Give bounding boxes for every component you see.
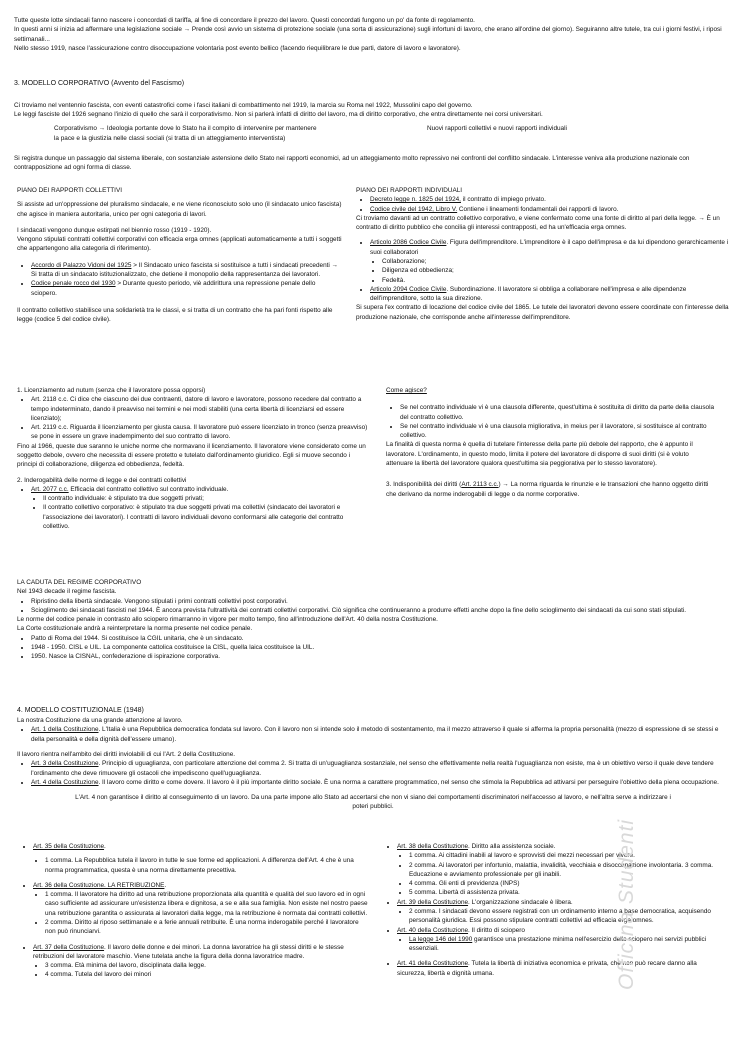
list-item: • Se nel contratto individuale vi è una clausola differente, quest'ultima è sostituita di diritto da parte della clausola del contratto collettivo. bbox=[400, 403, 716, 422]
list-item-text: . Il lavoro come diritto e come dovere. Il lavoro è il più importante diritto sociale. È una norma a carattere programmatico, nel senso che stimola la Repubblica ad attivarsi per perseguire l'obiettivo della piena occupazione. bbox=[98, 778, 719, 786]
list-item: • Fedeltà. bbox=[382, 276, 730, 285]
art-2077-sublist bbox=[31, 494, 369, 531]
list-item: • 2 comma. Diritto al riposo settimanale e a ferie annuali retribuite. È una norma inderogabile perché il lavoratore non può rinunciarvi. bbox=[45, 918, 371, 937]
list-item-text: > Durante questo periodo, viè addirittura una repressione penale dello sciopero. bbox=[31, 280, 316, 297]
corporativismo-line-1: Corporativismo → Ideologia portante dove lo Stato ha il compito di intervenire per mantenere bbox=[54, 124, 317, 132]
list-item-text: Efficacia del contratto collettivo sul contratto individuale. bbox=[68, 485, 229, 493]
list-item bbox=[370, 205, 730, 214]
art-37-sublist bbox=[33, 961, 371, 980]
art-2094-link: Articolo 2094 Codice Civile bbox=[370, 285, 447, 293]
costituzione-right-column bbox=[383, 842, 723, 978]
intro-paragraph-3: Nello stesso 1919, nasce l'assicurazione contro disoccupazione volontaria post evento bellico (facendo riequilibrare le due parti, datore di lavoro e lavoratore). bbox=[14, 44, 461, 52]
list-item-text: . bbox=[104, 843, 106, 850]
watermark-text: Officina Studenti bbox=[615, 818, 638, 990]
list-item: • 1 comma. Il lavoratore ha diritto ad una retribuzione proporzionata alla quantità e qualità del suo lavoro ed in ogni caso sufficiente ad assicurare un'esistenza libera e dignitosa, a se e alla sua famiglia. Non esiste nel nostro paese una retribuzione garantita o assicurata ai lavoratori dalla legge, ma la retribuzione è normata dai contratti collettivi. bbox=[45, 890, 371, 918]
licenziamento-title: 1. Licenziamento ad nutum (senza che il lavoratore possa opporsi) bbox=[17, 387, 206, 394]
palazzo-vidoni-link: Accordo di Palazzo Vidoni del 1925 bbox=[31, 261, 132, 269]
corporativismo-box bbox=[14, 124, 726, 150]
list-item bbox=[31, 759, 729, 778]
list-item bbox=[33, 943, 371, 980]
list-item-text: . Diritto alla assistenza sociale. bbox=[468, 843, 556, 850]
list-item-text: . L'organizzazione sindacale è libera. bbox=[468, 898, 573, 906]
list-item-text: . L'Italia è una Repubblica democratica fondata sul lavoro. Con il lavoro non si intende solo il metodo di sostentamento, ma il mezzo attraverso il quale si afferma la propria personalità (mezzo di espressione di se stessi e della personalità e della dignità dell'essere umano). bbox=[31, 726, 719, 743]
list-item: • Art. 2119 c.c. Riguarda il licenziamento per giusta causa. Il lavoratore può essere licenziato in tronco (senza preavviso) se pone in essere un grave inadempimento del suo contratto di lavoro. bbox=[31, 423, 369, 442]
list-item bbox=[409, 935, 723, 954]
list-item bbox=[33, 842, 371, 875]
list-item bbox=[370, 238, 730, 284]
collettivi-heading: PIANO DEI RAPPORTI COLLETTIVI bbox=[17, 187, 122, 194]
art-40-sublist bbox=[397, 935, 723, 954]
section-3 bbox=[14, 79, 726, 172]
list-item bbox=[31, 485, 369, 531]
licenziamento-list bbox=[17, 395, 369, 441]
list-item-text: garantisce una prestazione minima nell'esercizio dello sciopero nei servizi pubblici essenziali. bbox=[409, 935, 707, 953]
list-item bbox=[31, 261, 343, 280]
caduta-list-1 bbox=[17, 597, 729, 616]
art-39-sublist bbox=[397, 907, 723, 926]
individuali-p1: Ci troviamo davanti ad un contratto collettivo corporativo, e viene confermato come una fonte di diritto al pari della legge. → È un contratto di diritto pubblico che concilia gli interessi contrapposti, ed ha un'efficacia erga omnes. bbox=[356, 214, 720, 232]
indisponibilita-paragraph bbox=[386, 480, 716, 499]
art-37-link: Art. 37 della Costituzione bbox=[33, 943, 105, 951]
section-3-p1: Ci troviamo nel ventennio fascista, con eventi catastrofici come i fasci italiani di combattimento nel 1919, la marcia su Roma nel 1922, Mussolini capo del governo. bbox=[14, 102, 473, 110]
art-2086-link: Articolo 2086 Codice Civile bbox=[370, 239, 447, 247]
costituzione-left-column bbox=[19, 842, 371, 980]
individuali-heading: PIANO DEI RAPPORTI INDIVIDUALI bbox=[356, 187, 463, 194]
intro-block bbox=[14, 16, 726, 53]
caduta-section bbox=[17, 578, 729, 662]
art-2113-link: Art. 2113 c.c. bbox=[461, 481, 499, 489]
list-item-text: . Figura dell'imprenditore. L'imprenditore è il capo dell'impresa e da lui dipendono gerarchicamente i suoi collaboratori bbox=[370, 239, 729, 256]
list-item: • 5 comma. Libertà di assistenza privata. bbox=[409, 888, 723, 897]
licenziamento-paragraph: Fino al 1966, queste due saranno le uniche norme che normavano il licenziamento. Il lavoratore viene considerato come un soggetto debole, ovvero che necessita di essere protetto e tutelato dall'ordinamento giuridico. Egli si muove secondo i principi di collaborazione, diligenza ed obbedienza, fedeltà. bbox=[17, 442, 366, 469]
list-item: • Il contratto individuale: è stipulato tra due soggetti privati; bbox=[43, 494, 369, 503]
collettivi-p4: Il contratto collettivo stabilisce una solidarietà tra le classi, e si tratta di un contratto che ha pari fonti rispetto alle legge (codice 5 del codice civile). bbox=[17, 306, 333, 324]
list-item bbox=[370, 195, 730, 204]
list-item: • 1950. Nasce la CISNAL, confederazione di ispirazione corporativa. bbox=[31, 652, 729, 661]
collettivi-p2: I sindacati vengono dunque estirpati nel biennio rosso (1919 - 1920). bbox=[17, 226, 212, 234]
section-4 bbox=[17, 706, 729, 812]
list-item bbox=[33, 881, 371, 937]
section-4-list-2 bbox=[17, 759, 729, 787]
art-36-link: Art. 36 della Costituzione. LA RETRIBUZIONE bbox=[33, 881, 165, 889]
list-item-text: . Principio di uguaglianza, con particolare attenzione del comma 2. Si tratta di un'uguaglianza sostanziale, nel senso che effettivamente nella realtà l'uguaglianza non esiste, ma è un obiettivo verso il quale deve tendere l'ordinamento che deve rimuovere gli ostacoli che impediscono quell'uguaglianza. bbox=[31, 760, 714, 777]
section-3-p3: Si registra dunque un passaggio dal sistema liberale, con sostanziale astensione dello Stato nei rapporti economici, ad un atteggiamento molto repressivo nei confronti del conflitto sindacale. L'interesse veniva alla produzione nazionale con contrapposizione ad ogni forma di classe. bbox=[14, 154, 690, 171]
list-item-text: . Tutela la libertà di iniziativa economica e privata, che non può recare danno alla sicurezza, libertà e dignità umana. bbox=[397, 960, 697, 977]
list-item: • Scioglimento dei sindacati fascisti nel 1944. È ancora prevista l'ultrattività dei contratti collettivi corporativi. Ciò significa che continueranno a produrre effetti anche dopo la fine dello scioglimento dei sindacati da cui sono stati stipulati. bbox=[31, 606, 729, 615]
list-item-text: Contiene i lineamenti fondamentali dei rapporti di lavoro. bbox=[457, 205, 619, 213]
come-agisce-list bbox=[386, 403, 716, 440]
art-38-sublist bbox=[397, 851, 723, 897]
list-item-text: . Il lavoro delle donne e dei minori. La donna lavoratrice ha gli stessi diritti e le stesse retribuzioni del lavoratore maschio. Viene tutelata anche la figura della donna lavoratrice madre. bbox=[33, 943, 344, 960]
art-38-link: Art. 38 della Costituzione bbox=[397, 843, 469, 850]
corporativismo-line-2: la pace e la giustizia nelle classi sociali (si tratta di un atteggiamento interventista) bbox=[54, 134, 286, 142]
list-item-text: . Subordinazione. Il lavoratore si obbliga a collaborare nell'impresa e alle dipendenze dell'imprenditore, sotto la sua direzione. bbox=[370, 285, 687, 303]
list-item: • Diligenza ed obbedienza; bbox=[382, 266, 730, 275]
licenziamento-column bbox=[17, 386, 369, 531]
list-item-text: > Il Sindacato unico fascista si sostituisce a tutti i sindacati precedenti → Si tratta di un sindacato istituzionalizzato, che detiene il monopolio della rappresentanza dei lavoratori. bbox=[31, 261, 338, 278]
list-item-text: . bbox=[164, 881, 167, 889]
art-39-link: Art. 39 della Costituzione bbox=[397, 898, 469, 906]
art-4-link: Art. 4 della Costituzione bbox=[31, 778, 99, 786]
list-item bbox=[397, 926, 723, 954]
section-4-list-1 bbox=[17, 725, 729, 744]
articoli-list bbox=[356, 238, 730, 303]
list-item: • 1948 - 1950. CISL e UIL. La componente cattolica costituisce la CISL, quella laica costituisce la UIL. bbox=[31, 643, 729, 652]
section-3-title: 3. MODELLO CORPORATIVO (Avvento del Fascismo) bbox=[14, 80, 185, 87]
individuali-p2: Si supera l'ex contratto di locazione del codice civile del 1865. Le tutele dei lavoratori devono essere coordinate con l'interesse della produzione nazionale, che corrisponde anche all'interesse dell'imprenditore. bbox=[356, 304, 729, 321]
articles-list-left bbox=[19, 842, 371, 980]
list-item: • Patto di Roma del 1944. Si costituisce la CGIL unitaria, che è un sindacato. bbox=[31, 634, 729, 643]
section-4-title: 4. MODELLO COSTITUZIONALE (1948) bbox=[17, 707, 144, 714]
inderogabilita-title: 2. Inderogabilità delle norme di legge e dei contratti collettivi bbox=[17, 476, 187, 484]
list-item: • 4 comma. Gli enti di previdenza (INPS) bbox=[409, 879, 723, 888]
collettivi-list bbox=[17, 261, 343, 298]
list-item: • 1 comma. Ai cittadini inabili al lavoro e sprovvisti dei mezzi necessari per vivere. bbox=[409, 851, 723, 860]
list-item: • 2 comma. I sindacati devono essere registrati con un ordinamento interno a base democratica, acquisendo personalità giuridica. Essi possono stipulare contratti collettivi ad efficacia erga omnes. bbox=[409, 907, 723, 926]
list-item-text: . Il diritto di sciopero bbox=[468, 926, 525, 934]
list-item: • Ripristino della libertà sindacale. Vengono stipulati i primi contratti collettivi post corporativi. bbox=[31, 597, 729, 606]
art-36-sublist bbox=[33, 890, 371, 936]
come-agisce-question: Come agisce? bbox=[386, 387, 427, 394]
caduta-p1: Nel 1943 decade il regime fascista. bbox=[17, 588, 117, 596]
list-item bbox=[397, 842, 723, 898]
section-3-p2: Le leggi fasciste del 1926 segnano l'inizio di quello che sarà il corporativismo. Non si parlerà infatti di diritto del lavoro, ma di diritto corporativo, che entra direttamente nei corsi universitari. bbox=[14, 111, 543, 119]
come-agisce-paragraph: La finalità di questa norma è quella di tutelare l'interesse della parte più debole del rapporto, che è appunto il lavoratore. L'ordinamento, in questo modo, limita il potere del lavoratore di disporre di suoi diritti (si è voluto attenuare la libertà del lavoratore qualora quest'ultima sia peggiorativa per lo stesso lavoratore). bbox=[386, 441, 693, 467]
art-1-link: Art. 1 della Costituzione bbox=[31, 726, 99, 734]
list-item bbox=[397, 898, 723, 926]
list-item: • 2 comma. Ai lavoratori per infortunio, malattia, invalidità, vecchiaia e disoccupazione involontaria. 3 comma. Educazione e avviamento professionale per gli inabili. bbox=[409, 861, 723, 880]
intro-paragraph-1: Tutte queste lotte sindacali fanno nascere i concordati di tariffa, al fine di concordare il prezzo del lavoro. Questi concordati fungono un po' da fonte di regolamento. bbox=[14, 17, 475, 24]
list-item: • 3 comma. Età minima del lavoro, disciplinata dalla legge. bbox=[45, 961, 371, 970]
list-item bbox=[370, 285, 730, 304]
list-item: • Se nel contratto individuale vi è una clausola migliorativa, in meius per il lavoratore, si sostituisce al contratto collettivo. bbox=[400, 422, 716, 441]
list-item bbox=[31, 279, 343, 298]
list-item bbox=[397, 959, 723, 978]
codice-civile-1942-link: Codice civile del 1942, Libro V. bbox=[370, 205, 458, 213]
collettivi-column bbox=[17, 186, 343, 324]
list-item bbox=[31, 725, 729, 744]
art-3-link: Art. 3 della Costituzione bbox=[31, 760, 99, 768]
caduta-list-2 bbox=[17, 634, 729, 662]
indisponibilita-text: ) → La norma riguarda le rinunzie e le transazioni che hanno oggetto diritti che derivano da norme inderogabili di legge o da norme corporative. bbox=[386, 481, 709, 498]
art-2086-sublist bbox=[370, 257, 730, 285]
collettivi-p3: Vengono stipulati contratti collettivi corporativi con efficacia erga omnes (applicati automaticamente a tutti i soggetti che appartengono alla categoria di riferimento). bbox=[17, 236, 342, 253]
caduta-p3: La Corte costituzionale andrà a reinterpretare la norma presente nel codice penale. bbox=[17, 625, 253, 633]
decreto-1825-link: Decreto legge n. 1825 del 1924, bbox=[370, 196, 461, 204]
intro-paragraph-2: In questi anni si inizia ad affermare una legislazione sociale → Prende così avvio un sistema di protezione sociale (una sorta di assicurazione) sugli infortuni di lavoro, che erano all'ordine del giorno). Seguiranno altre tutele, tra cui i giorni festivi, i riposi settimanali... bbox=[14, 26, 722, 43]
art-2077-link: Art. 2077 c.c. bbox=[31, 485, 69, 493]
inderogabilita-list bbox=[17, 485, 369, 531]
caduta-heading: LA CADUTA DEL REGIME CORPORATIVO bbox=[17, 579, 142, 586]
legge-146-link: La legge 146 del 1990 bbox=[409, 935, 473, 943]
collettivi-p1: Si assiste ad un'oppressione del pluralismo sindacale, e ne viene riconosciuto solo uno (il sindacato unico fascista) che agisce in maniera autoritaria, unico per ogni categoria di lavori. bbox=[17, 201, 342, 218]
articles-list-right bbox=[383, 842, 723, 978]
indisponibilita-title: 3. Indisponibilità dei diritti ( bbox=[386, 481, 462, 489]
list-item-text: il contratto di impiego privato. bbox=[460, 196, 546, 204]
list-item: • Il contratto collettivo corporativo: è stipulato tra due soggetti privati ma collettivi (sindacato dei lavoratori e l'associazione dei lavoratori). I contratti di lavoro individuali devono conformarsi alle categorie del contratto collettivo. bbox=[43, 503, 369, 531]
list-item: • 1 comma. La Repubblica tutela il lavoro in tutte le sue forme ed applicazioni. A differenza dell'Art. 4 che è una norma programmatica, questa è una norma direttamente precettiva. bbox=[45, 856, 371, 875]
art-41-link: Art. 41 della Costituzione bbox=[397, 960, 469, 968]
individuali-list bbox=[356, 195, 730, 214]
list-item: • Collaborazione; bbox=[382, 257, 730, 266]
list-item: • 4 comma. Tutela del lavoro dei minori bbox=[45, 970, 371, 979]
list-item bbox=[31, 778, 729, 787]
codice-rocco-link: Codice penale rocco del 1930 bbox=[31, 280, 116, 288]
corporativismo-right: Nuovi rapporti collettivi e nuovi rapporti individuali bbox=[427, 124, 567, 132]
art-40-link: Art. 40 della Costituzione bbox=[397, 926, 469, 934]
section-4-p1: La nostra Costituzione da una grande attenzione al lavoro. bbox=[17, 717, 183, 725]
individuali-column bbox=[356, 186, 730, 322]
section-4-p3: L'Art. 4 non garantisce il diritto al conseguimento di un lavoro. Da una parte impone allo Stato ad accertarsi che non vi siano dei comportamenti discriminatori nell'accesso al lavoro, e nell'altra serve a indirizzare i poteri pubblici. bbox=[75, 794, 671, 811]
section-4-p2: Il lavoro rientra nell'ambito dei diritti inviolabili di cui l'Art. 2 della Costituzione. bbox=[17, 750, 236, 758]
come-agisce-column bbox=[386, 386, 716, 499]
list-item: • Art. 2118 c.c. Ci dice che ciascuno dei due contraenti, datore di lavoro e lavoratore, possono recedere dal contratto a tempo indeterminato, dando il preavviso nei termini e nei modi stabiliti (una certa libertà di licenziarsi ed essere licenziato); bbox=[31, 395, 369, 423]
caduta-p2: Le norme del codice penale in contrasto allo sciopero rimarranno in vigore per molto tempo, fino all'introduzione dell'Art. 40 della nostra Costituzione. bbox=[17, 616, 438, 624]
art-35-link: Art. 35 della Costituzione bbox=[33, 843, 105, 850]
art-35-sublist bbox=[33, 856, 371, 875]
